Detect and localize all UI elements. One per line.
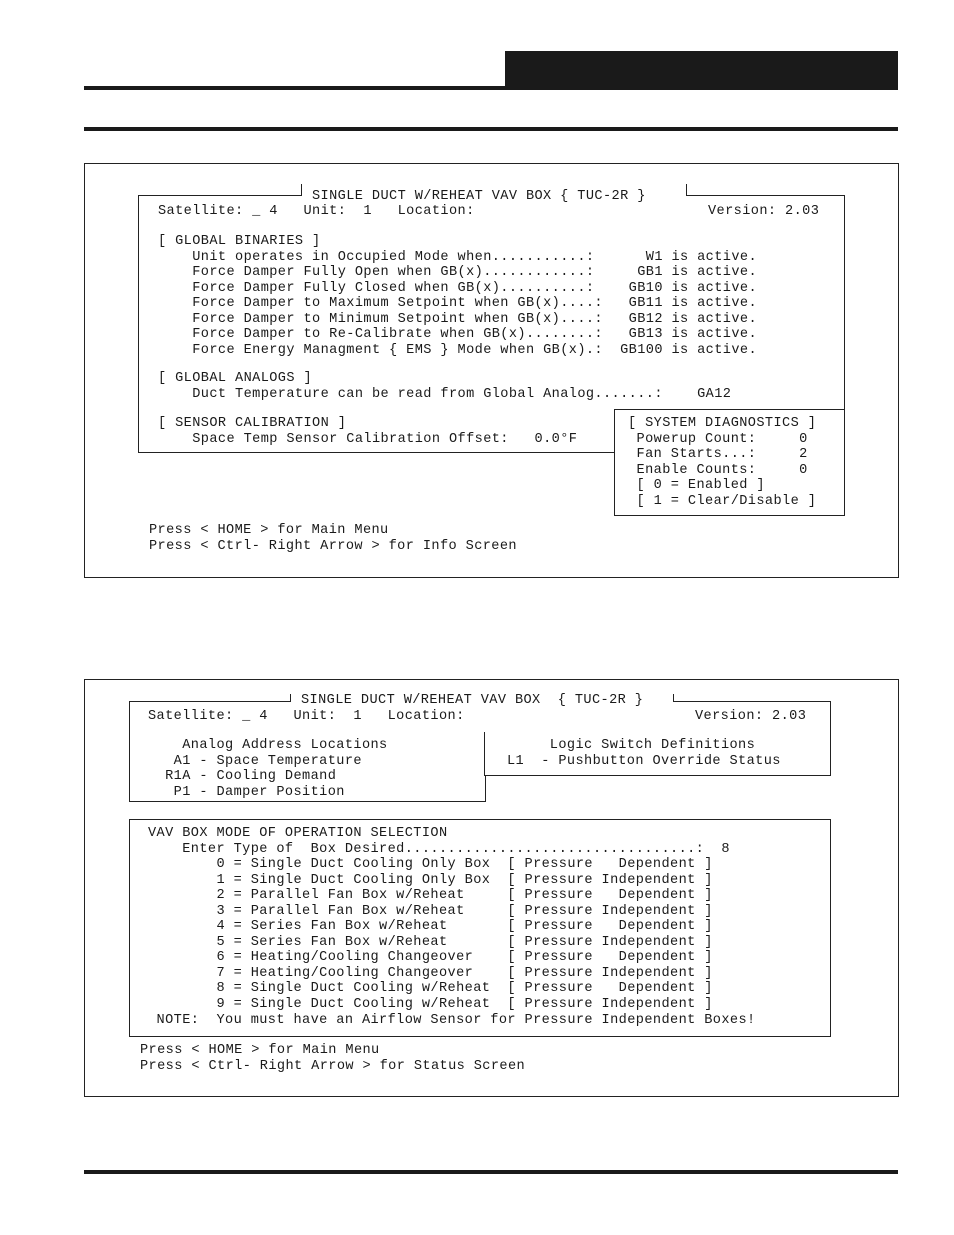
diagnostics-line: Powerup Count: 0 [628, 431, 808, 447]
analogs-line[interactable]: Duct Temperature can be read from Global Analog.......: GA12 [158, 386, 732, 402]
binaries-line[interactable]: Force Damper to Maximum Setpoint when GB(x)....: GB11 is active. [158, 296, 758, 311]
screen2-title: SINGLE DUCT W/REHEAT VAV BOX { TUC-2R } [301, 693, 644, 708]
screen1-version: Version: 2.03 [708, 204, 820, 219]
diagnostics-line: [ 0 = Enabled ] [628, 478, 765, 493]
binaries-line[interactable]: Force Damper Fully Closed when GB(x)..........: GB10 is active. [158, 280, 758, 296]
mode-option: 9 = Single Duct Cooling w/Reheat [ Pressure Independent ] [148, 996, 713, 1012]
header-rule-bottom [84, 127, 898, 131]
analogs-line: [ GLOBAL ANALOGS ] [158, 371, 313, 386]
screen1-header-line-left [138, 195, 302, 196]
screen1-footer-line: Press < HOME > for Main Menu [149, 523, 389, 538]
diagnostics-line: [ SYSTEM DIAGNOSTICS ] [628, 416, 817, 431]
logic-line: Logic Switch Definitions [507, 738, 756, 753]
mode-option: 7 = Heating/Cooling Changeover [ Pressure Independent ] [148, 965, 713, 981]
mode-option: 1 = Single Duct Cooling Only Box [ Pressure Independent ] [148, 872, 713, 888]
binaries-line[interactable]: Force Damper to Re-Calibrate when GB(x)........: GB13 is active. [158, 327, 758, 342]
binaries-line[interactable]: Force Damper to Minimum Setpoint when GB(x)....: GB12 is active. [158, 311, 758, 327]
analog-line: A1 - Space Temperature [148, 753, 362, 769]
binaries-line[interactable]: Force Damper Fully Open when GB(x)............: GB1 is active. [158, 265, 758, 280]
mode-option: 6 = Heating/Cooling Changeover [ Pressure Dependent ] [148, 950, 713, 965]
mode-option: 4 = Series Fan Box w/Reheat [ Pressure Dependent ] [148, 919, 713, 934]
box-type-input[interactable]: Enter Type of Box Desired..................................: 8 [148, 841, 730, 857]
mode-option: 5 = Series Fan Box w/Reheat [ Pressure Independent ] [148, 934, 713, 950]
screen1-satellite-line: Satellite: _ 4 Unit: 1 Location: [158, 204, 475, 219]
diagnostics-line[interactable]: Enable Counts: 0 [628, 462, 808, 478]
mode-option: 0 = Single Duct Cooling Only Box [ Pressure Dependent ] [148, 857, 713, 872]
mode-note: NOTE: You must have an Airflow Sensor for Pressure Independent Boxes! [148, 1013, 756, 1028]
screen2-version: Version: 2.03 [695, 708, 807, 724]
mode-heading: VAV BOX MODE OF OPERATION SELECTION [148, 826, 448, 841]
analog-line: Analog Address Locations [148, 738, 388, 753]
screen1-header-line-right [686, 195, 844, 196]
screen1-title: SINGLE DUCT W/REHEAT VAV BOX { TUC-2R } [312, 189, 646, 204]
mode-option: 8 = Single Duct Cooling w/Reheat [ Pressure Dependent ] [148, 981, 713, 996]
diagnostics-line: [ 1 = Clear/Disable ] [628, 493, 817, 509]
screen2-satellite-line: Satellite: _ 4 Unit: 1 Location: [148, 708, 465, 724]
header-black-tab [505, 51, 898, 87]
calibration-line[interactable]: Space Temp Sensor Calibration Offset: 0.0°F [158, 431, 578, 447]
binaries-line: [ GLOBAL BINARIES ] [158, 234, 321, 249]
screen2-header-line-right [673, 701, 830, 702]
calibration-line: [ SENSOR CALIBRATION ] [158, 416, 347, 431]
footer-rule [84, 1170, 898, 1174]
diagnostics-line: Fan Starts...: 2 [628, 447, 808, 462]
screen1-footer-line: Press < Ctrl- Right Arrow > for Info Screen [149, 538, 517, 554]
mode-option: 2 = Parallel Fan Box w/Reheat [ Pressure Dependent ] [148, 888, 713, 903]
logic-line: L1 - Pushbutton Override Status [507, 753, 781, 769]
binaries-line[interactable]: Force Energy Managment { EMS } Mode when GB(x).: GB100 is active. [158, 342, 758, 358]
mode-option: 3 = Parallel Fan Box w/Reheat [ Pressure Independent ] [148, 903, 713, 919]
screen2-footer-line: Press < HOME > for Main Menu [140, 1043, 380, 1058]
screen2-header-line-left [129, 701, 291, 702]
analog-line: P1 - Damper Position [148, 784, 345, 800]
screen2-footer-line: Press < Ctrl- Right Arrow > for Status Screen [140, 1058, 526, 1074]
binaries-line[interactable]: Unit operates in Occupied Mode when...........: W1 is active. [158, 249, 758, 265]
header-rule-top [84, 86, 898, 90]
analog-line: R1A - Cooling Demand [148, 769, 337, 784]
